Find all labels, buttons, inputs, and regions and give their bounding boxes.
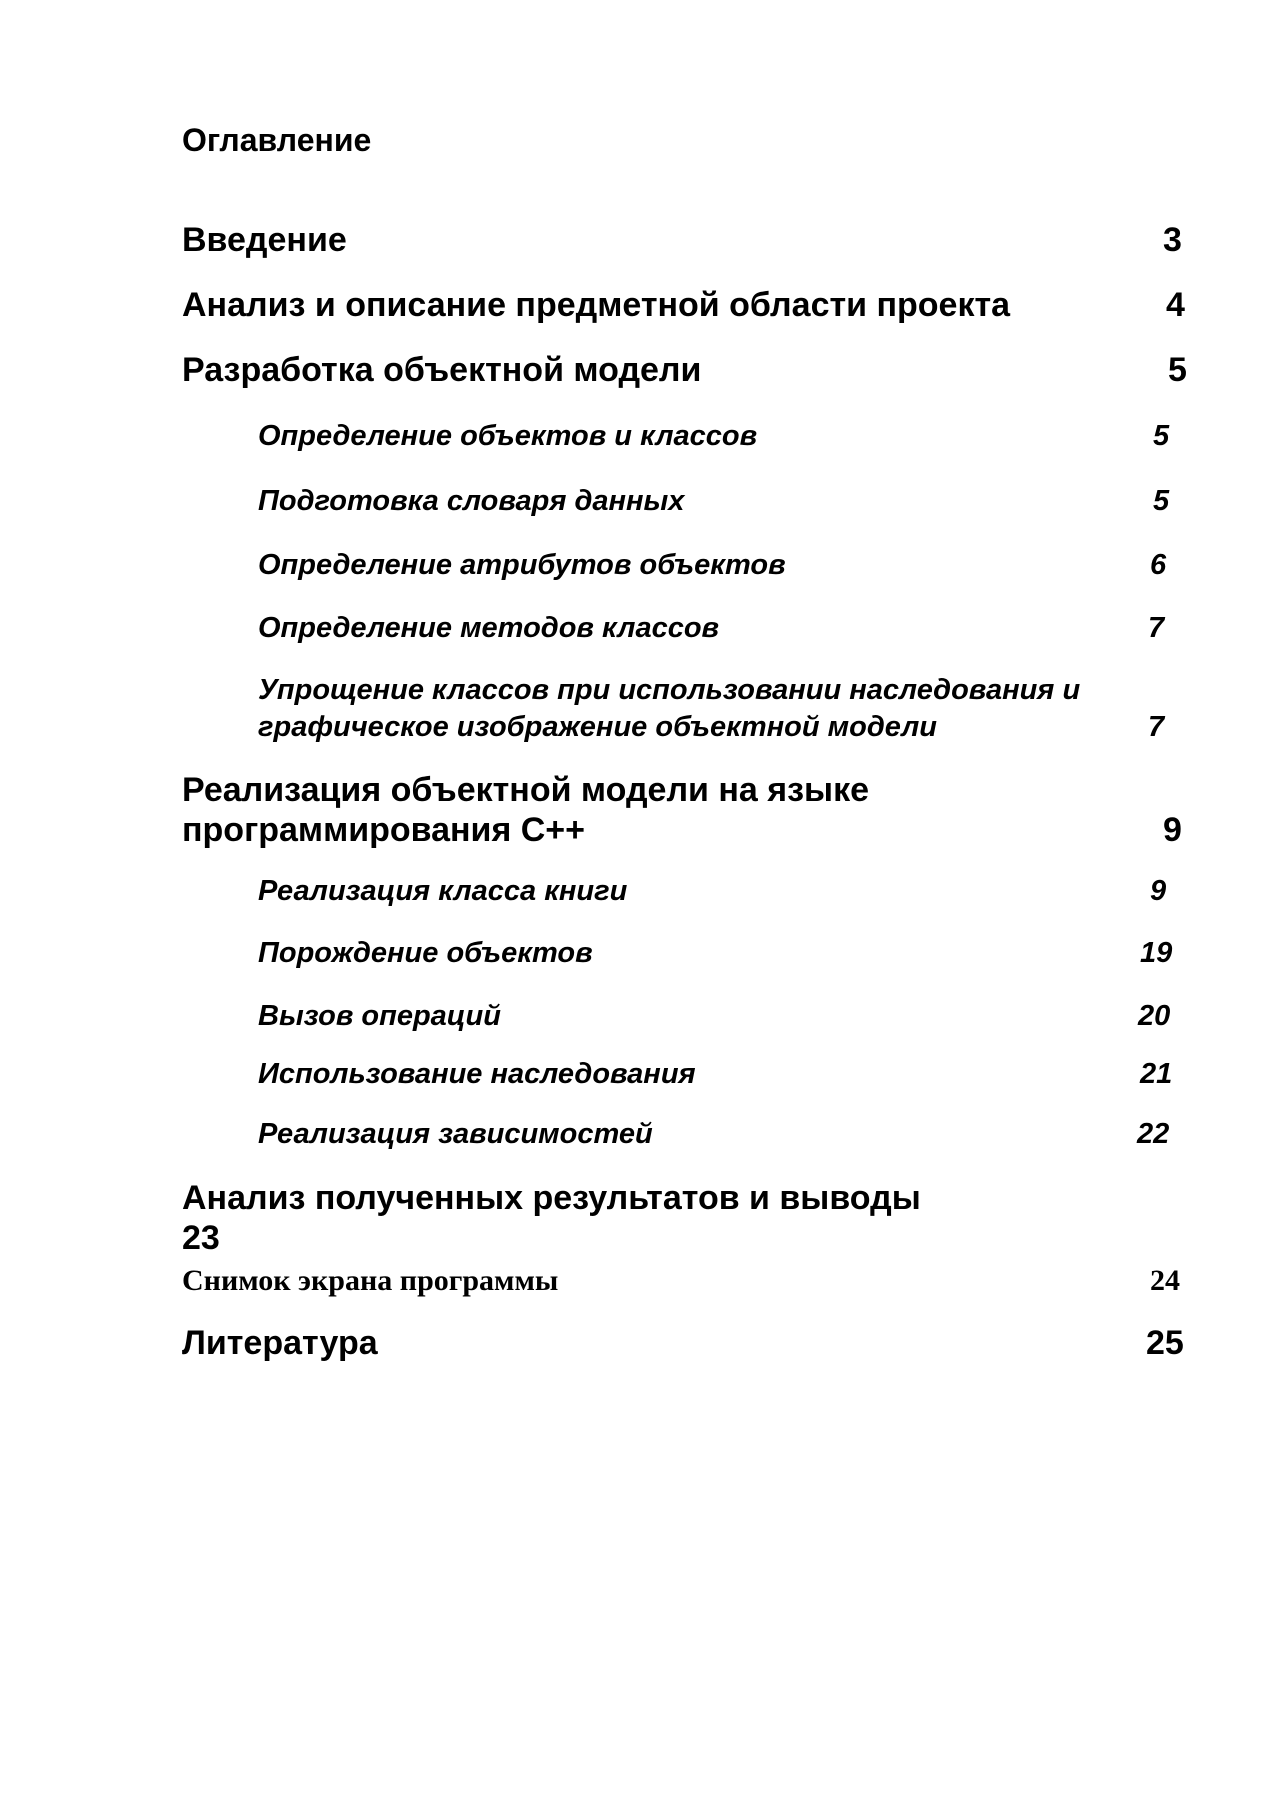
toc-entry-page-number: 9 bbox=[1163, 811, 1182, 849]
toc-entry-results-analysis bbox=[182, 1178, 921, 1218]
toc-entry-page-number: 6 bbox=[1150, 549, 1167, 581]
toc-subentry-data-dictionary bbox=[258, 483, 684, 520]
toc-subentry-objects-classes bbox=[258, 418, 757, 455]
toc-entry-page-number: 22 bbox=[1137, 1118, 1170, 1150]
toc-entry-page-number: 7 bbox=[1148, 711, 1165, 743]
toc-subentry-inheritance-use bbox=[258, 1056, 696, 1093]
toc-subentry-inheritance-simplification bbox=[258, 672, 1080, 746]
toc-entry-text: Реализация зависимостей bbox=[258, 1118, 653, 1150]
toc-entry-references bbox=[182, 1323, 378, 1363]
toc-entry-text: Снимок экрана программы bbox=[182, 1264, 559, 1297]
toc-entry-text-line2: графическое изображение объектной модели bbox=[258, 711, 937, 743]
toc-entry-text: Литература bbox=[182, 1324, 378, 1362]
toc-entry-page-number: 5 bbox=[1153, 485, 1170, 517]
toc-subentry-class-methods bbox=[258, 610, 719, 647]
toc-entry-page-number: 7 bbox=[1148, 612, 1165, 644]
toc-entry-page-number: 25 bbox=[1146, 1324, 1184, 1362]
toc-entry-page-number: 19 bbox=[1140, 937, 1173, 969]
toc-subentry-dependencies bbox=[258, 1116, 653, 1153]
toc-entry-text: Разработка объектной модели bbox=[182, 351, 702, 389]
toc-entry-object-model-design bbox=[182, 350, 701, 390]
toc-entry-text: Определение атрибутов объектов bbox=[258, 549, 786, 581]
toc-entry-page-number: 24 bbox=[1150, 1264, 1180, 1297]
toc-entry-text-line1: Реализация объектной модели на языке bbox=[182, 771, 869, 809]
toc-entry-text: Анализ и описание предметной области проекта bbox=[182, 286, 1011, 324]
toc-entry-introduction bbox=[182, 220, 347, 260]
toc-entry-text: Порождение объектов bbox=[258, 937, 593, 969]
toc-entry-text: Анализ полученных результатов и выводы bbox=[182, 1179, 921, 1217]
toc-entry-text: Введение bbox=[182, 221, 347, 259]
toc-subentry-object-creation bbox=[258, 935, 593, 972]
toc-entry-page-number: 9 bbox=[1150, 875, 1167, 907]
toc-entry-text: Определение методов классов bbox=[258, 612, 720, 644]
toc-entry-page-number: 20 bbox=[1138, 1000, 1171, 1032]
toc-entry-page-number: 4 bbox=[1166, 286, 1185, 324]
toc-entry-page-number: 5 bbox=[1168, 351, 1187, 389]
toc-title: Оглавление bbox=[182, 122, 372, 158]
toc-entry-page-number: 5 bbox=[1153, 420, 1170, 452]
toc-entry-text: Использование наследования bbox=[258, 1058, 696, 1090]
toc-entry-domain-analysis bbox=[182, 285, 1010, 325]
toc-entry-page-number: 21 bbox=[1140, 1058, 1173, 1090]
toc-entry-page-number: 23 bbox=[182, 1219, 220, 1257]
toc-entry-program-screenshot bbox=[182, 1263, 558, 1299]
toc-entry-text: Подготовка словаря данных bbox=[258, 485, 685, 517]
toc-subentry-operation-calls bbox=[258, 998, 501, 1035]
toc-entry-text: Вызов операций bbox=[258, 1000, 501, 1032]
toc-subentry-object-attributes bbox=[258, 547, 786, 584]
toc-entry-cpp-implementation bbox=[182, 770, 869, 850]
toc-entry-text-line1: Упрощение классов при использовании наследования и bbox=[258, 674, 1081, 706]
toc-subentry-book-class bbox=[258, 873, 627, 910]
toc-entry-text: Реализация класса книги bbox=[258, 875, 628, 907]
toc-entry-page-number: 3 bbox=[1163, 221, 1182, 259]
toc-entry-text: Определение объектов и классов bbox=[258, 420, 758, 452]
toc-entry-text-line2: программирования С++ bbox=[182, 811, 586, 849]
